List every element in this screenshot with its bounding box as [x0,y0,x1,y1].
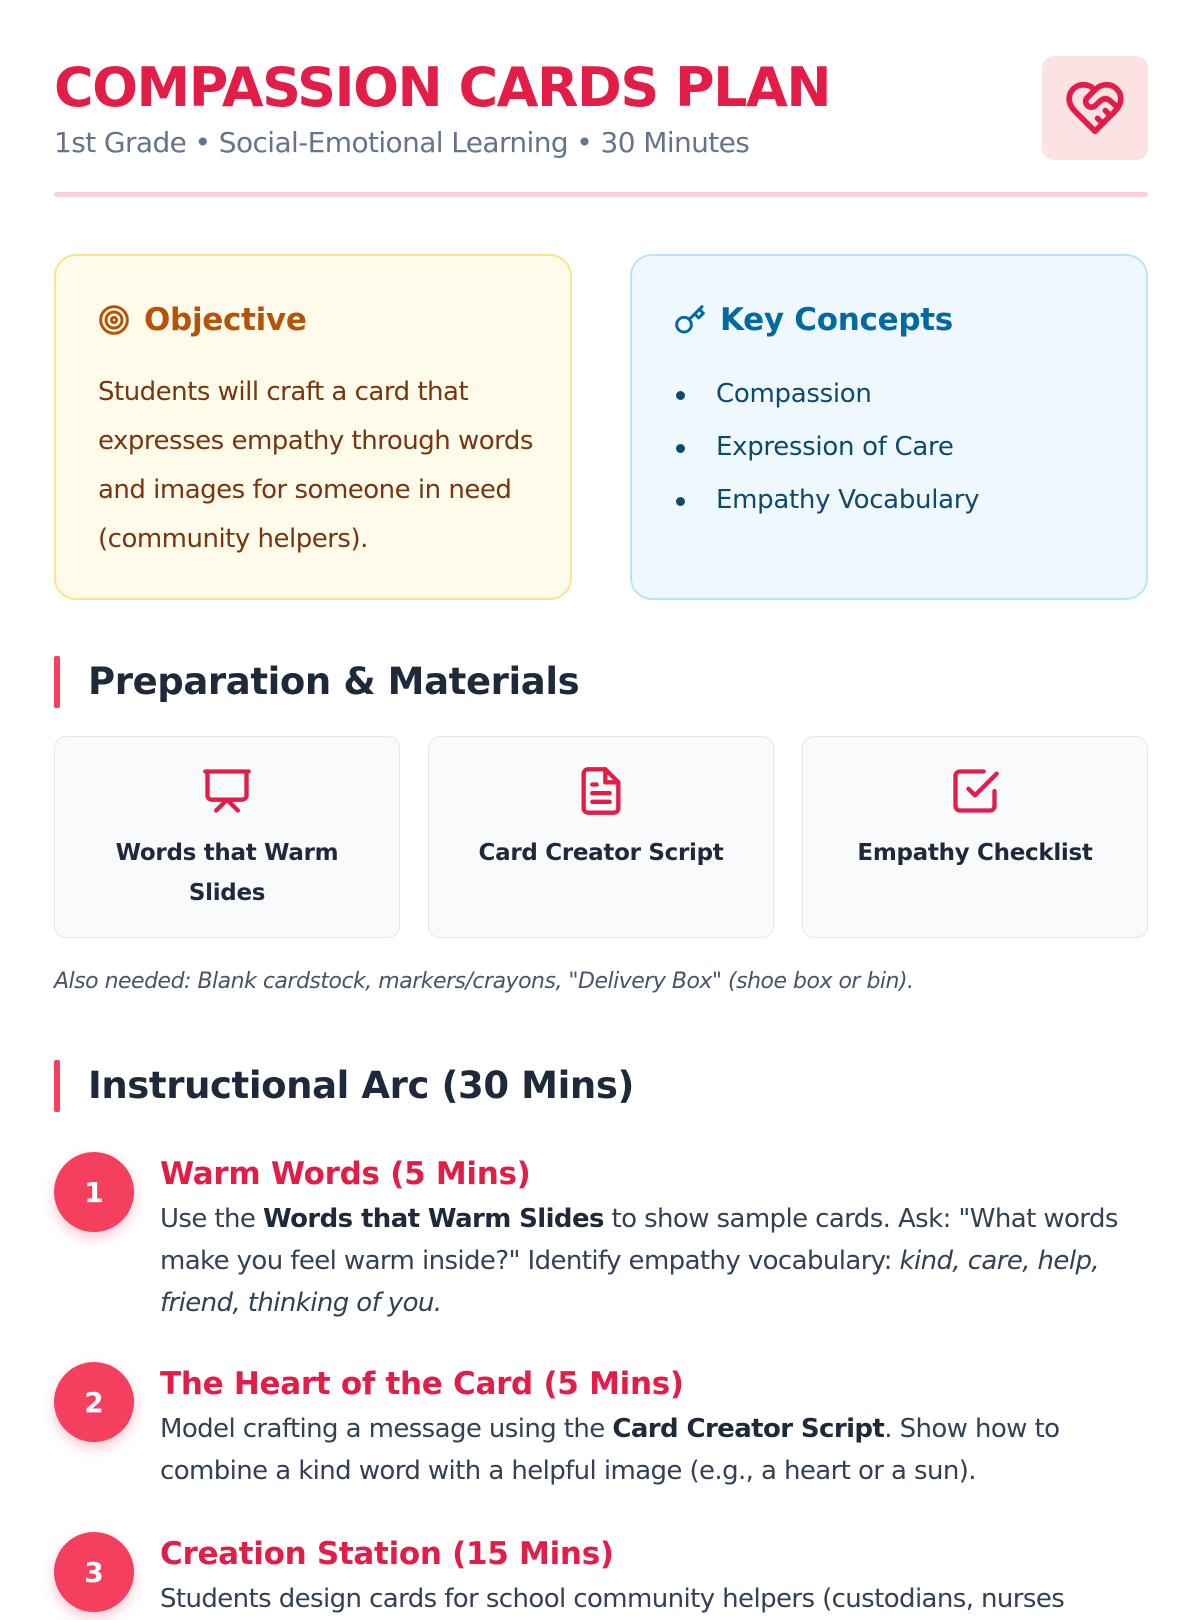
material-card-slides[interactable] [54,736,400,938]
step-text: . Show how to combine a kind word with a helpful image (e.g., a heart or a sun). [160,1414,1060,1486]
step-emphasis: Words that Warm Slides [262,1204,604,1234]
step-text: to show sample cards. Ask: "What words make you feel warm inside?" Identify empathy vocabulary: [160,1204,1118,1276]
heart-handshake-icon [1064,77,1126,139]
page-title: COMPASSION CARDS PLAN [54,56,831,119]
step-description [160,1198,1150,1324]
section-accent-bar [54,656,60,708]
key-concepts-card [630,254,1148,600]
objective-title: Objective [144,302,307,338]
material-card-script[interactable] [428,736,774,938]
objective-card [54,254,572,600]
preparation-heading: Preparation & Materials [88,660,580,703]
section-accent-bar [54,1060,60,1112]
document-icon [575,765,627,817]
material-label: Words that Warm Slides [115,840,339,906]
key-icon [674,304,706,336]
material-label: Card Creator Script [478,840,724,866]
lesson-plan-page [54,0,1148,1614]
step-number-badge: 2 [54,1362,134,1442]
concept-item [674,368,1114,421]
step-title: Warm Words (5 Mins) [160,1156,531,1192]
page-subtitle: 1st Grade • Social-Emotional Learning • 30 Minutes [54,126,750,159]
presentation-icon [201,765,253,817]
header-divider [54,192,1148,197]
objective-header [98,298,307,342]
bullet-icon [676,497,685,506]
material-label: Empathy Checklist [857,840,1093,866]
page-header [54,56,1148,160]
logo-badge [1042,56,1148,160]
step-vocabulary: kind, care, help, friend, thinking of you. [160,1246,1100,1318]
key-concepts-header [674,298,953,342]
bullet-icon [676,444,685,453]
objective-text: Students will craft a card that expresses empathy through words and images for someone in need (community helpers). [98,377,533,554]
step-number-badge: 1 [54,1152,134,1232]
step-title: The Heart of the Card (5 Mins) [160,1366,684,1402]
key-concepts-list [674,368,1114,527]
concept-label: Compassion [716,379,872,409]
step-title: Creation Station (15 Mins) [160,1536,614,1572]
step-text: Model crafting a message using the [160,1414,613,1444]
concept-item [674,421,1114,474]
step-number-badge: 3 [54,1532,134,1612]
materials-note: Also needed: Blank cardstock, markers/crayons, "Delivery Box" (shoe box or bin). [54,969,914,994]
step-emphasis: Card Creator Script [612,1414,885,1444]
step-description [160,1578,1150,1620]
step-description [160,1408,1150,1492]
concept-label: Empathy Vocabulary [716,485,980,515]
key-concepts-title: Key Concepts [720,302,953,338]
material-card-checklist[interactable] [802,736,1148,938]
instruction-heading: Instructional Arc (30 Mins) [88,1064,634,1107]
concept-label: Expression of Care [716,432,954,462]
checkbox-icon [949,765,1001,817]
target-icon [98,304,130,336]
step-text: Use the [160,1204,263,1234]
concept-item [674,474,1114,527]
step-text: Students design cards for school community helpers (custodians, nurses [160,1584,1065,1614]
bullet-icon [676,391,685,400]
